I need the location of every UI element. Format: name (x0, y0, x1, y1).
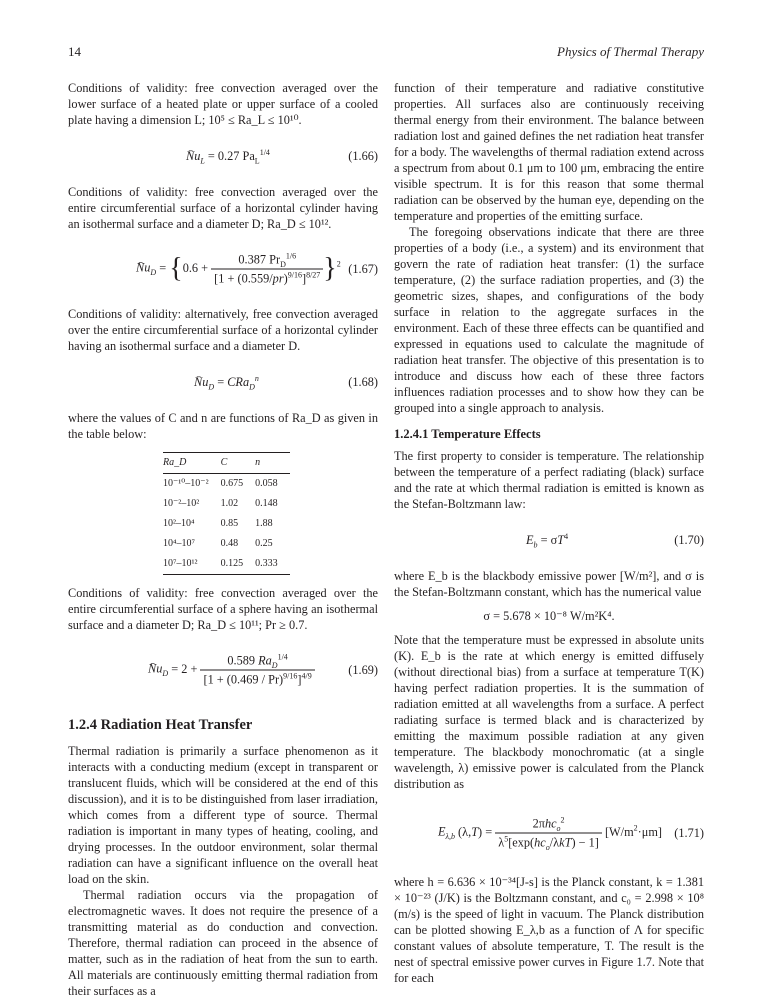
table-cell: 0.333 (255, 558, 278, 569)
table-cell: 10⁷–10¹² (163, 558, 198, 569)
equation-number: (1.70) (674, 533, 704, 547)
paragraph: The foregoing observations indicate that there are three properties of a body (i.e., a system) and its environment that govern the rate of radiation heat transfer: (1) the surface temperature, (2) the surface radiation properties, and (3) the geometric sizes, shapes, and configurations of the body surface in relation to the aggregate surfaces in the environment. Each of these three effects can be quantified and expressed in equations used to calculate the magnitude of radiation heat transfer. The objective of this presentation is to introduce and discuss how each of these three factors influences radiation processes and to show how they can be grouped into a single approach to analysis. (394, 225, 704, 415)
table-row (163, 534, 290, 554)
paragraph: Conditions of validity: alternatively, free convection averaged over the entire circumferential surface of a horizontal cylinder having an isothermal surface and a diameter D. (68, 307, 378, 353)
paragraph: The first property to consider is temperature. The relationship between the temperature of a perfect radiating (black) surface and the rate at which thermal radiation is emitted is known as the Stefan-Boltzmann law: (394, 449, 704, 511)
table-cell: 10⁻²–10² (163, 498, 200, 509)
paragraph: where E_b is the blackbody emissive power [W/m²], and σ is the Stefan-Boltzmann constant, which has the numerical value (394, 569, 704, 599)
table-row (163, 474, 290, 495)
left-column (68, 80, 378, 999)
paragraph: Conditions of validity: free convection averaged over the entire circumferential surface of a horizontal cylinder having an isothermal surface and a diameter D; Ra_D ≤ 10¹². (68, 185, 378, 231)
page-number: 14 (68, 44, 81, 59)
equation-number: (1.69) (348, 663, 378, 677)
table-cell: 10⁴–10⁷ (163, 538, 195, 549)
table-cell: 10²–10⁴ (163, 518, 195, 529)
table-cell: 0.148 (255, 498, 278, 509)
table-cell: 10⁻¹⁰–10⁻² (163, 478, 209, 489)
equation-number: (1.68) (348, 375, 378, 389)
table-cell: 0.675 (220, 478, 244, 489)
table-row (163, 514, 290, 534)
equation-1-66: $N̄u_L = 0.27$ $Pa_L^{1/4}$ (1.66) (186, 147, 378, 166)
table-cell: 0.48 (220, 538, 239, 549)
table-header-cell: C (220, 457, 228, 468)
paragraph: Conditions of validity: free convection averaged over the lower surface of a heated plate or upper surface of a cooled plate having a dimension L; 10⁵ ≤ Ra_L ≤ 10¹⁰. (68, 81, 378, 127)
right-column (394, 80, 704, 986)
equation-number: (1.71) (674, 826, 704, 840)
equation-number: (1.67) (348, 262, 378, 276)
section-heading: 1.2.4 Radiation Heat Transfer (68, 717, 253, 733)
table-row (163, 554, 290, 575)
table-row (163, 494, 290, 514)
table-header-cell: Ra_D (163, 457, 187, 468)
running-title: Physics of Thermal Therapy (557, 44, 704, 59)
table-cell: 0.85 (220, 518, 239, 529)
table-cell: 0.125 (220, 558, 244, 569)
ra-coefficient-table (163, 452, 290, 575)
equation-1-68: $N̄u_D = CRa_D^n$ (1.68) (194, 373, 378, 392)
subsection-heading: 1.2.4.1 Temperature Effects (394, 427, 541, 441)
paragraph: where the values of C and n are functions of Ra_D as given in the table below: (68, 411, 378, 441)
paragraph: function of their temperature and radiative constitutive properties. All surfaces also are continuously receiving thermal energy from their environment. The balance between radiation lost and gained defines the net radiation heat transfer for a body. The wavelengths of thermal radiation extend across a spectrum from about 0.1 μm to 100 μm, embracing the entire visible spectrum. It is for this reason that some thermal radiation can be observed by the human eye, depending on the temperature and properties of the emitting surface. (394, 81, 704, 223)
equation-1-71: $E_{\lambda,b}$ (λ,T) = $\frac{2\pi hc_o^2}{\lambda^5[\exp(hc_o/\lambda kT) - 1]}$ $[W/m^2\cdot\mu m]$ (1.71) (438, 815, 704, 852)
paragraph: Conditions of validity: free convection averaged over the entire circumferential surface of a sphere having an isothermal surface and a diameter D; Ra_D ≤ 10¹¹; Pr ≥ 0.7. (68, 586, 378, 632)
page-header (68, 44, 704, 64)
equation-1-69: $N̄u_D = 2$ + $\frac{0.589 Ra_D^{1/4}}{[1 + (0.469 / Pr)^{9/16}]^{4/9}}$ (1.69) (148, 652, 378, 687)
equation-1-67: $N̄u_D = \{0.6$ + $\frac{0.387 Pr_D^{1/6}}{[1 + (0.559/pr)^{9/16}]^{8/27}}$ }$^2$ (1.67) (136, 251, 378, 286)
equation-number: (1.66) (348, 149, 378, 163)
paragraph: Thermal radiation occurs via the propagation of electromagnetic waves. It does not require the presence of a transmitting material as do conduction and convection. Therefore, thermal radiation can proceed in the absence of matter, such as in the radiation of heat from the sun to earth. All materials are continuously emitting thermal radiation from their surfaces as a (68, 888, 378, 998)
paragraph: where h = 6.636 × 10⁻³⁴[J-s] is the Planck constant, k = 1.381 × 10⁻²³ (J/K) is the Boltzmann constant, and c₀ = 2.998 × 10⁸ (m/s) is the speed of light in vacuum. The Planck distribution can be plotted showing E_λ,b as a function of Λ for specific constant values of absolute temperature, T. The result is the nest of spectral emissive power curves in Figure 1.7. Note that for each (394, 875, 704, 985)
table-cell: 0.058 (255, 478, 278, 489)
stefan-boltzmann-value: σ = 5.678 × 10⁻⁸ W/m²K⁴. (483, 609, 615, 623)
table-header-row (163, 453, 290, 474)
equation-1-70: $E_b = \sigma T^4$ (1.70) (526, 531, 704, 550)
table-cell: 0.25 (255, 538, 273, 549)
paragraph: Note that the temperature must be expressed in absolute units (K). E_b is the rate at which energy is emitted diffusely (without directional bias) from a surface at temperature T(K) having perfect radiation properties. It is the summation of radiation emitted at all wavelengths from a surface. A perfect radiating surface is termed black and is characterized by emitting the maximum possible radiation at any given temperature. The blackbody monochromatic (at a single wavelength, λ) emissive power is calculated from the Planck distribution as (394, 633, 704, 791)
table-cell: 1.88 (255, 518, 273, 529)
table-header-cell: n (255, 457, 261, 468)
paragraph: Thermal radiation is primarily a surface phenomenon as it interacts with a conducting medium (except in transparent or translucent fluids, which will be considered at the end of this discussion), and it is to be distinguished from laser irradiation, which comes from a different type of source. Thermal radiation is important in many types of heating, cooling, and drying processes. In the outdoor environment, solar thermal radiation can have a significant influence on the overall heat load on the skin. (68, 744, 378, 886)
table-cell: 1.02 (220, 498, 239, 509)
